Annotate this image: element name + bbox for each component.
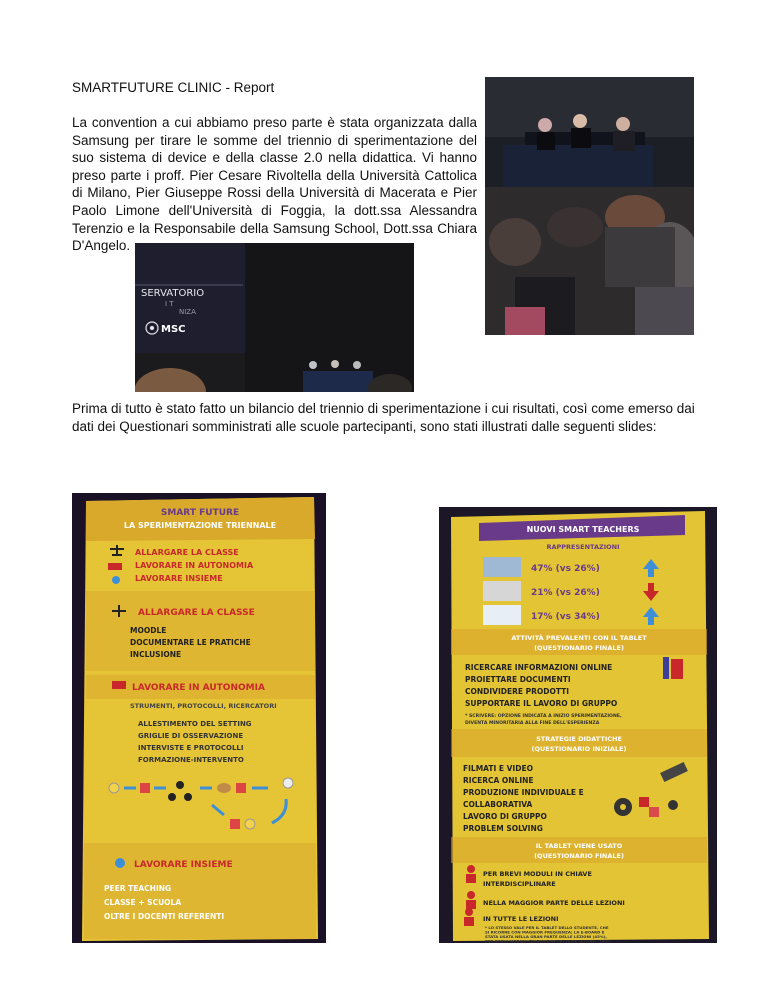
warning-icon [668, 800, 678, 810]
slide-left-sec3-line: OLTRE I DOCENTI REFERENTI [104, 912, 225, 921]
slide-right-sec1-line: RICERCARE INFORMAZIONI ONLINE [465, 663, 613, 672]
slide-right-sec2-line: RICERCA ONLINE [463, 776, 534, 785]
slide-left-sec2-line: GRIGLIE DI OSSERVAZIONE [138, 732, 244, 740]
slide-right-sec2-line: FILMATI E VIDEO [463, 764, 533, 773]
slide-left-item-2: LAVORARE IN AUTONOMIA [135, 561, 254, 570]
slide-left-sec2-line: INTERVISTE E PROTOCOLLI [138, 744, 244, 752]
gear-icon [112, 576, 120, 584]
screen-caption-line1: SERVATORIO [141, 288, 205, 299]
slide-left-sec1-line: INCLUSIONE [130, 650, 182, 659]
tablet-icon [663, 657, 683, 679]
screen-caption-line2: I T [165, 300, 174, 308]
slide-right-note: * LO STESSO VALE PER IL TABLET DELLO STUDENTE, CHE [485, 925, 609, 930]
slide-right-sec3-line: PER BREVI MODULI IN CHIAVE [483, 870, 592, 878]
slide-right-sec3-sub: (QUESTIONARIO FINALE) [534, 852, 624, 860]
slide-left-item-3: LAVORARE INSIEME [135, 574, 223, 583]
slide-left-sec2-line: ALLESTIMENTO DEL SETTING [138, 720, 252, 728]
slide-right-sec1-line: PROIETTARE DOCUMENTI [465, 675, 571, 684]
person-icon [466, 891, 476, 909]
slide-right-sec1-title: ATTIVITÀ PREVALENTI CON IL TABLET [511, 634, 647, 642]
book-icon [112, 681, 126, 689]
film-reel-icon [614, 798, 632, 816]
slide-right-sec2-title: STRATEGIE DIDATTICHE [536, 735, 622, 743]
person-icon [466, 865, 476, 883]
intro-paragraph: La convention a cui abbiamo preso parte è stata organizzata dalla Samsung per tirare le somme del triennio di sperimentazione del suo sistema di device e della classe 2.0 nella didattica. Vi hanno preso parte i proff. Pier Cesare Rivoltella della Università Cattolica di Milano, Pier Giuseppe Rossi della Università di Macerata e Pier Paolo Limone dell'Università di Foggia, la dott.ssa Alessandra Terenzio e la Responsabile della Samsung School, Dott.ssa Chiara D'Angelo. [72, 115, 477, 254]
slide-right-note: STATA USATA NELLA GRAN PARTE DELLE LEZIONI (45%), [485, 934, 607, 939]
slide-right-sub1: RAPPRESENTAZIONI [546, 543, 620, 551]
slide-photo-right [439, 507, 717, 943]
slide-left-sec3-title: LAVORARE INSIEME [134, 860, 233, 870]
slide-left-item-1: ALLARGARE LA CLASSE [135, 548, 239, 557]
slide-left-title1: SMART FUTURE [160, 508, 240, 518]
slide-right-sec1-note: * SCRIVERE: OPZIONE INDICATA A INIZIO SPERIMENTAZIONE, [465, 714, 622, 719]
person-icon [464, 908, 474, 926]
report-title: SMARTFUTURE CLINIC - Report [72, 80, 275, 95]
slide-left-title2: LA SPERIMENTAZIONE TRIENNALE [123, 521, 277, 530]
slide-right-sec3-title: IL TABLET VIENE USATO [535, 842, 623, 850]
slide-left-sec1-title: ALLARGARE LA CLASSE [138, 608, 255, 618]
slides-intro-paragraph: Prima di tutto è stato fatto un bilancio del triennio di sperimentazione i cui risultati, così come emerso dai dati dei Questionari somministrati alle scuole partecipanti, sono stati illustrati dalle seguenti slides: [72, 401, 695, 434]
slide-right-sec2-line: COLLABORATIVA [463, 800, 533, 809]
slide-right-sec2-line: PRODUZIONE INDIVIDUALE E [463, 788, 584, 797]
screen-caption-line3: NIZA [179, 308, 196, 316]
photo-conference-panel [485, 77, 694, 335]
slide-right-stat: 47% (vs 26%) [531, 564, 600, 574]
slide-right-stat: 21% (vs 26%) [531, 588, 600, 598]
slide-photo-left [72, 493, 326, 943]
slide-right-sec1-sub: (QUESTIONARIO FINALE) [534, 644, 624, 652]
slide-right-sec3-line: INTERDISCIPLINARE [483, 880, 556, 888]
slide-left-sec2-line: FORMAZIONE-INTERVENTO [138, 756, 244, 764]
slide-left-sec3-line: CLASSE + SCUOLA [104, 898, 182, 907]
slide-right-note: SI RICORRE CON MAGGIOR FREQUENZA; LA E-BOARD È [485, 929, 605, 935]
photo-stage-projection [135, 243, 414, 392]
slide-right-note: PER BREVI MODULI (29,3%) E IN TUTTE LE LEZIONI (16%) [485, 938, 610, 943]
slide-right-sec2-sub: (QUESTIONARIO INIZIALE) [531, 745, 627, 753]
slide-right-sec3-line: IN TUTTE LE LEZIONI [483, 915, 559, 923]
slide-right-title: NUOVI SMART TEACHERS [526, 525, 640, 534]
slide-left-sec3-line: PEER TEACHING [104, 884, 172, 893]
slide-right-sec2-line: PROBLEM SOLVING [463, 824, 543, 833]
msc-logo-text: MSC [161, 324, 186, 335]
slide-right-sec1-line: CONDIVIDERE PRODOTTI [465, 687, 570, 696]
gear-icon [115, 858, 125, 868]
slide-left-sec1-line: MOODLE [130, 626, 167, 635]
slide-right-sec1-note: DIVENTA MINORITARIA ALLA FINE DELL'ESPERIENZA [465, 721, 600, 726]
slide-right-sec1-line: SUPPORTARE IL LAVORO DI GRUPPO [465, 699, 618, 708]
book-icon [108, 563, 122, 570]
slide-right-sec2-line: LAVORO DI GRUPPO [463, 812, 547, 821]
slide-left-sec2-sub: STRUMENTI, PROTOCOLLI, RICERCATORI [130, 702, 277, 710]
slide-right-stat: 17% (vs 34%) [531, 612, 600, 622]
slide-right-sec3-line: NELLA MAGGIOR PARTE DELLE LEZIONI [483, 899, 625, 907]
slide-left-sec1-line: DOCUMENTARE LE PRATICHE [130, 638, 251, 647]
slide-left-sec2-title: LAVORARE IN AUTONOMIA [132, 683, 265, 693]
